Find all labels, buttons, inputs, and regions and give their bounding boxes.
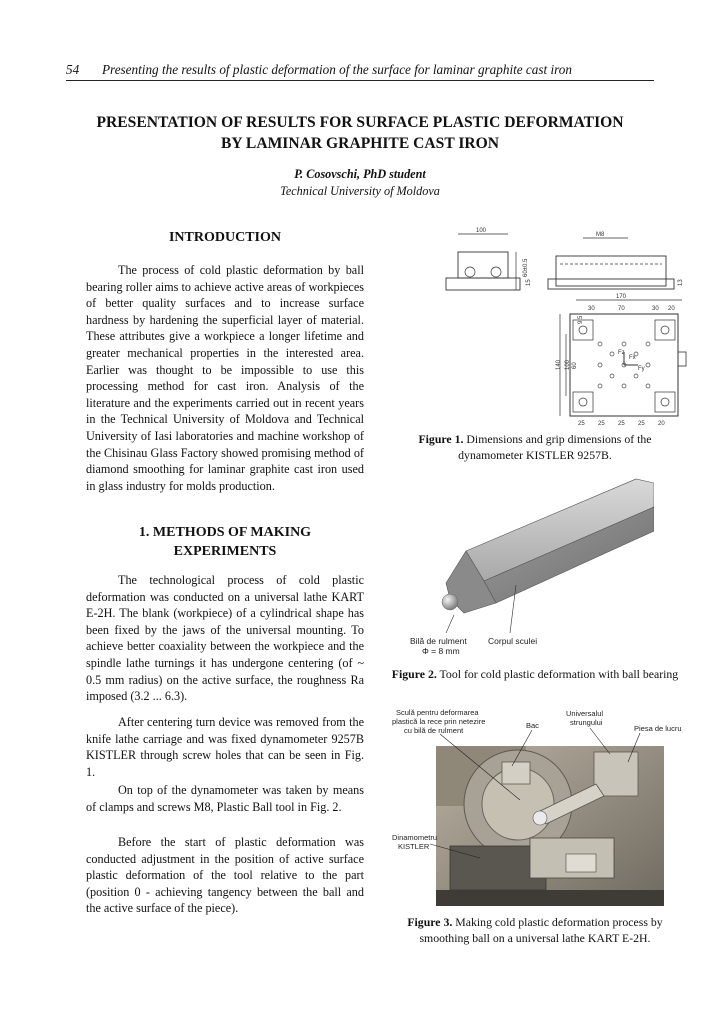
axis-fy: Fy	[638, 366, 645, 372]
dim-pitch-d: 20	[668, 306, 675, 312]
affiliation: Technical University of Moldova	[280, 184, 440, 198]
dim-pitch-c: 30	[652, 306, 659, 312]
fig3-annotation-lathe-1: Universalul	[566, 709, 604, 718]
author: P. Cosovschi, PhD student	[294, 167, 426, 181]
introduction-paragraph: The process of cold plastic deformation by ball bearing roller aims to achieve active areas of workpieces of better quality surfaces and to increase surface hardness by hardening the superficial layer of material. These attributes give a workpiece a longer lifetime and greater mechanical properties in the interested area. Earlier was thought to be impossible to use this processing method for cast iron. Analysis of the literature and the experiments carried out in recent years in the Technical University of Moldova and Technical University of Iasi laboratories and machine workshop of the Chisinau Glass Factory showed promising method of diamond smoothing for laminar graphite cast iron used in glass industry for molds production.	[86, 263, 364, 493]
plan-view	[556, 294, 686, 427]
axis-fx: Fx	[629, 355, 636, 361]
dim-height-inner: 100	[565, 359, 571, 370]
front-view	[446, 228, 532, 290]
title-line-2: BY LAMINAR GRAPHITE CAST IRON	[220, 135, 500, 152]
methods-heading-line-2: EXPERIMENTS	[173, 544, 277, 559]
fig3-annotation-tool-1: Sculă pentru deformarea	[396, 708, 479, 717]
fig3-annotation-lathe-2: strungului	[570, 718, 603, 727]
paper-title	[60, 112, 660, 154]
dim-h1: 60±0.5	[523, 258, 529, 277]
figure-3-label: Figure 3.	[407, 915, 453, 929]
methods-paragraph-2: After centering turn device was removed from the knife lathe carriage and was fixed dynamometer 9257B KISTLER through screw holes that can be seen in Fig. 1.	[86, 715, 364, 779]
fig2-annotation-ball: Bilă de rulment	[410, 636, 467, 646]
fig3-annotation-jaw: Bac	[526, 721, 539, 730]
figure-1-drawing	[428, 224, 690, 430]
dim-top-width: 100	[476, 228, 487, 234]
figure-3-photo	[390, 704, 684, 906]
dim-pitch-b: 70	[618, 306, 625, 312]
methods-paragraph-3: On top of the dynamometer was taken by means of clamps and screws M8, Plastic Ball tool in Fig. 2.	[86, 783, 364, 814]
dim-offset: 9.5	[578, 315, 584, 324]
dim-h3: 13	[678, 279, 684, 286]
fig3-annotation-tool-3: cu bilă de rulment	[404, 726, 464, 735]
fig3-annotation-tool-2: plastică la rece prin netezire	[392, 717, 486, 726]
fig2-annotation-body: Corpul sculei	[488, 636, 538, 646]
dim-pitch-a: 30	[588, 306, 595, 312]
figure-3-caption-text: Making cold plastic deformation process by smoothing ball on a universal lathe KART E-2H.	[419, 915, 663, 945]
dim-plate-width: 170	[616, 294, 627, 300]
figure-1-caption-text: Dimensions and grip dimensions of the dynamometer KISTLER 9257B.	[458, 432, 652, 462]
dim-bottom-1: 25	[578, 421, 585, 427]
introduction-heading: INTRODUCTION	[168, 230, 281, 245]
running-header	[66, 60, 654, 81]
figure-2-label: Figure 2.	[391, 667, 437, 681]
title-line-1: PRESENTATION OF RESULTS FOR SURFACE PLASTIC DEFORMATION	[96, 114, 624, 131]
dim-height-mid: 60	[572, 362, 578, 369]
methods-paragraph-1: The technological process of cold plastic deformation was conducted on a universal lathe KART E-2H. The blank (workpiece) of a cylindrical shape has been fixed by the jaws of the universal mounting. To achieve better coaxiality between the workpiece and the spindle lathe turnings it has undergone centering (of ~ 0.5 mm radius) on the active surface, the roughness Ra imposed (3.2 ... 6.3).	[86, 573, 364, 704]
page-number: 54	[66, 62, 80, 77]
fig3-annotation-dyn-2: KISTLER	[398, 842, 430, 851]
dim-thread: M8	[596, 232, 605, 238]
figure-2-caption	[390, 666, 680, 682]
figure-2-tool-render	[406, 473, 654, 663]
methods-heading	[86, 523, 364, 561]
dim-h2: 15	[526, 279, 532, 286]
figure-2-caption-text: Tool for cold plastic deformation with ball bearing	[439, 667, 679, 681]
fig3-annotation-workpiece: Piesa de lucru	[634, 724, 682, 733]
running-title: Presenting the results of plastic deformation of the surface for laminar graphite cast iron	[102, 62, 572, 77]
fig2-annotation-phi: Φ = 8 mm	[422, 646, 460, 656]
dim-bottom-4: 25	[638, 421, 645, 427]
dim-bottom-2: 25	[598, 421, 605, 427]
side-view	[548, 232, 684, 289]
figure-1-label: Figure 1.	[418, 432, 464, 446]
dim-height-total: 140	[556, 359, 562, 370]
figure-3-caption	[386, 914, 684, 946]
dim-bottom-5: 20	[658, 421, 665, 427]
axis-fz: Fz	[618, 350, 625, 356]
dim-bottom-3: 25	[618, 421, 625, 427]
methods-paragraph-4: Before the start of plastic deformation was conducted adjustment in the position of active surface plastic deformation of the tool relative to the part (position 0 - achieving tangency between the ball and the active surface of the piece).	[86, 835, 364, 916]
fig3-annotation-dyn-1: Dinamometru	[392, 833, 438, 842]
methods-heading-line-1: 1. METHODS OF MAKING	[138, 525, 312, 540]
figure-1-caption	[390, 431, 680, 463]
